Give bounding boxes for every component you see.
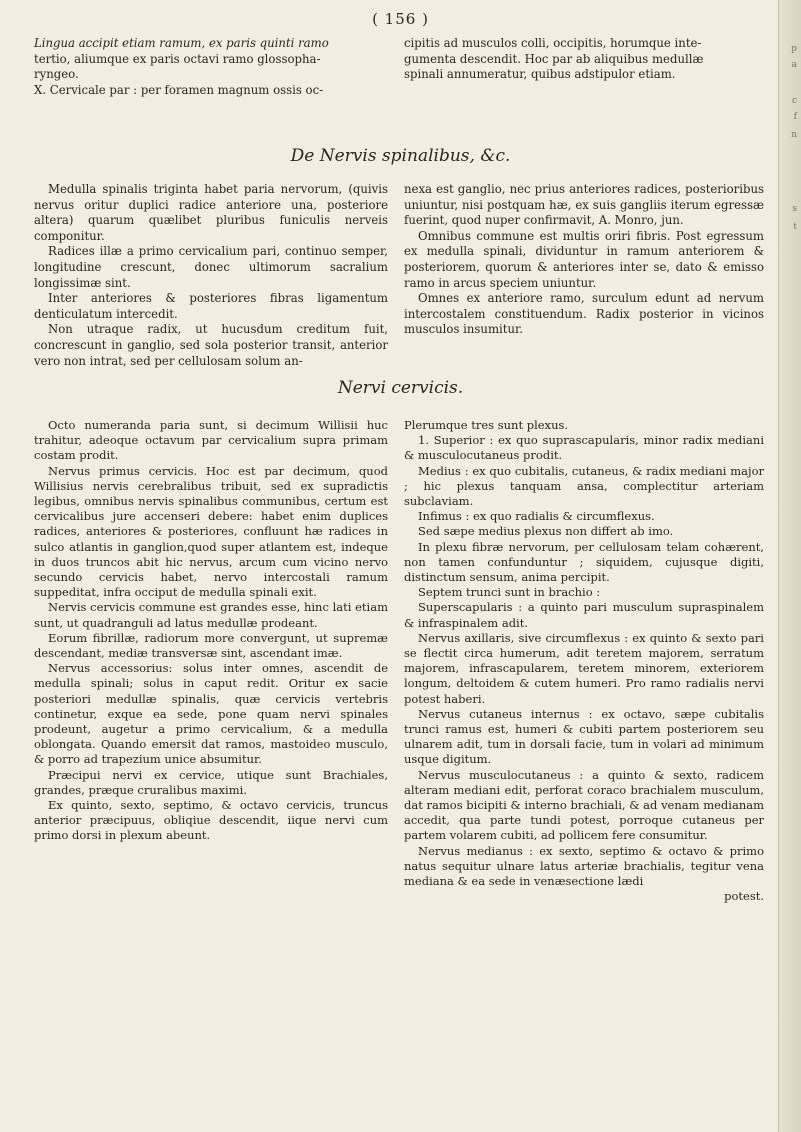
paragraph: Nervus primus cervicis. Hoc est par decimum, quod Willisius nervis cerebralibus tribuit, sed ex supradictis legibus, omnibus nervis spinalibus communibus, certum est cervicalibus jure accenseri debere: habet enim duplices radices, anteriores & posteriores, confluunt hæ radices in sulco atlantis in ganglion,quod super atlantem est, indeque in duos truncos abit hic nervus, arcum cum vicino nervo secundo cervicis habet, nervo intercostali ramum suppeditat, infra occiput de medulla spinali exit. (34, 463, 388, 600)
paragraph: Medius : ex quo cubitalis, cutaneus, & radix mediani major ; hic plexus tanquam ansa, complectitur arteriam subclaviam. (404, 463, 764, 509)
text-line: spinali annumeratur, quibus adstipulor etiam. (404, 67, 676, 82)
top-right-column (404, 36, 764, 83)
margin-mark: p (791, 44, 797, 54)
page-number: ( 156 ) (372, 10, 429, 28)
text-line: gumenta descendit. Hoc par ab aliquibus medullæ (404, 51, 704, 66)
paragraph: Eorum fibrillæ, radiorum more convergunt, ut supremæ descendant, mediæ transversæ sint, ascendant imæ. (34, 630, 388, 661)
paragraph: nexa est ganglio, nec prius anteriores radices, posterioribus uniuntur, nisi postquam hæ, ex suis gangliis iterum egressæ fuerint, quod nuper confirmavit, A. Monro, jun. (404, 182, 764, 228)
margin-mark: t (793, 222, 797, 232)
section2-left-column (34, 418, 388, 844)
section-heading-cervicis: Nervi cervicis. (337, 378, 464, 398)
section2-right-column (404, 418, 764, 905)
paragraph: Plerumque tres sunt plexus. (404, 418, 569, 432)
paragraph: Radices illæ a primo cervicalium pari, continuo semper, longitudine crescunt, donec ultimorum sacralium longissimæ sint. (34, 244, 388, 290)
paragraph: Inter anteriores & posteriores fibras ligamentum denticulatum intercedit. (34, 291, 388, 321)
paragraph: 1. Superior : ex quo suprascapularis, minor radix mediani & musculocutaneus prodit. (404, 433, 764, 463)
text-line: Lingua accipit etiam ramum, ex paris quinti ramo (34, 36, 329, 50)
paragraph: Sed sæpe medius plexus non differt ab imo. (418, 524, 674, 539)
section-heading-spinal: De Nervis spinalibus, &c. (290, 146, 511, 166)
catchword: potest. (724, 889, 764, 904)
text-line: ryngeo. (34, 67, 79, 82)
paragraph: Septem trunci sunt in brachio : (418, 585, 601, 600)
text-line: tertio, aliumque ex paris octavi ramo glossopha- (34, 51, 321, 66)
paragraph: Octo numeranda paria sunt, si decimum Willisii huc trahitur, adeoque octavum par cervicalium supra primam costam prodit. (34, 418, 388, 463)
paragraph: Omnibus commune est multis oriri fibris. Post egressum ex medulla spinali, dividuntur in ramum anteriorem & posteriorem, quorum & anteriores inter se, dato & emisso ramo in arcus speciem uniuntur. (404, 228, 764, 290)
paragraph: Nervis cervicis commune est grandes esse, hinc lati etiam sunt, ut quadranguli ad latus medullæ prodeant. (34, 600, 388, 630)
margin-mark: c (791, 96, 797, 106)
paragraph: Superscapularis : a quinto pari musculum supraspinalem & infraspinalem adit. (404, 600, 764, 630)
paragraph: Nervus accessorius: solus inter omnes, ascendit de medulla spinali; solus in caput redit. Oritur ex sacie posteriori medullæ spinalis, quæ cervicis vertebris continetur, exque ea sede, pone quam nervi spinales prodeunt, augetur a primo cervicalium, & a medulla oblongata. Quando emersit dat ramos, mastoideo musculo, & porro ad trapezium unice absumitur. (34, 661, 388, 767)
margin-mark: f (793, 112, 797, 122)
paragraph: In plexu fibræ nervorum, per cellulosam telam cohærent, non tamen confunduntur ; siquidem, cujusque digiti, distinctum sensum, anima percipit. (404, 539, 764, 585)
paragraph: Infimus : ex quo radialis & circumflexus. (418, 509, 655, 524)
paragraph: Nervus cutaneus internus : ex octavo, sæpe cubitalis trunci ramus est, humeri & cubiti partem posteriorem seu ulnarem adit, tum in dorsali facie, tum in volari ad minimum usque digitum. (404, 706, 764, 767)
top-left-column (34, 36, 388, 98)
paragraph: Omnes ex anteriore ramo, surculum edunt ad nervum intercostalem constituendum. Radix posterior in vicinos musculos insumitur. (404, 291, 764, 337)
paragraph: Nervus axillaris, sive circumflexus : ex quinto & sexto pari se flectit circa humerum, adit teretem majorem, serratum majorem, infrascapularem, teretem minorem, exteriorem longum, deltoidem & cutem humeri. Pro ramo radialis nervi potest haberi. (404, 630, 764, 706)
margin-mark: n (791, 130, 797, 140)
adjacent-page-edge (778, 0, 801, 1132)
text-line: X. Cervicale par : per foramen magnum ossis oc- (34, 82, 324, 97)
margin-mark: s (792, 204, 797, 214)
text-line: cipitis ad musculos colli, occipitis, horumque inte- (404, 36, 702, 50)
paragraph: Medulla spinalis triginta habet paria nervorum, (quivis nervus oritur duplici radice anteriore una, posteriore altera) quarum quælibet pluribus funiculis nerveis componitur. (34, 182, 388, 243)
paragraph: Nervus musculocutaneus : a quinto & sexto, radicem alteram mediani edit, perforat coraco brachialem musculum, dat ramos bicipiti & interno brachiali, & ad venam medianam accedit, qua parte tundi potest, porroque cutaneus per partem volarem cubiti, ad pollicem fere consumitur. (404, 767, 764, 843)
section1-right-column (404, 182, 764, 338)
paragraph: Ex quinto, sexto, septimo, & octavo cervicis, truncus anterior præcipuus, obliqiue descendit, iique nervi cum primo dorsi in plexum abeunt. (34, 798, 388, 843)
paragraph: Nervus medianus : ex sexto, septimo & octavo & primo natus sequitur ulnare latus arteriæ brachialis, tegitur vena mediana & ea sede in venæsectione lædi (404, 843, 764, 889)
paragraph: Præcipui nervi ex cervice, utique sunt Brachiales, grandes, præque cruralibus maximi. (34, 767, 388, 797)
paragraph: Non utraque radix, ut hucusdum creditum fuit, concrescunt in ganglio, sed sola posterior transit, anterior vero non intrat, sed per cellulosam solum an- (34, 322, 388, 368)
section1-left-column (34, 182, 388, 369)
margin-mark: a (791, 60, 797, 70)
